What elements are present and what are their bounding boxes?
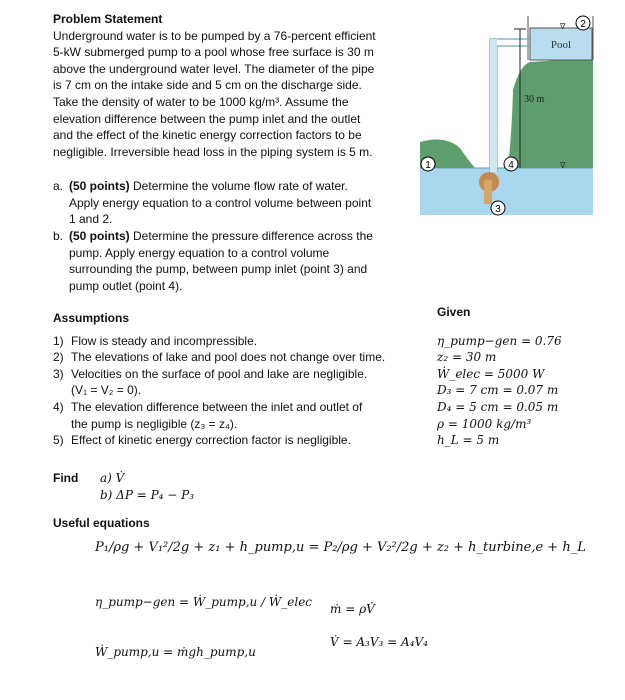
assumption-line: (V₁ = V₂ = 0).	[71, 383, 142, 398]
given-item: D₃ = 7 cm = 0.07 m	[437, 383, 559, 398]
problem-line: and the effect of the kinetic energy correction factors to be	[53, 128, 362, 143]
problem-line: Underground water is to be pumped by a 76-percent efficient	[53, 28, 376, 43]
given-item: z₂ = 30 m	[437, 350, 497, 365]
energy-equation: P₁/ρg + V₁²/2g + z₁ + h_pump,u = P₂/ρg + V₂²/2g + z₂ + h_turbine,e + h_L	[95, 540, 586, 555]
find-item: b) ΔP = P₄ − P₃	[100, 487, 195, 502]
question-b	[53, 228, 373, 294]
assumption-line: the pump is negligible (z₃ = z₄).	[71, 416, 238, 431]
assumption-line: The elevations of lake and pool does not change over time.	[71, 350, 386, 365]
pool-label: Pool	[550, 39, 572, 51]
question-marker: b.	[53, 229, 64, 243]
point-1-label: 1	[425, 160, 431, 171]
problem-line: elevation difference between the pump inlet and the outlet	[53, 111, 361, 126]
lake-water	[420, 168, 593, 215]
point-4-label: 4	[508, 160, 514, 171]
question-line: Determine the volume flow rate of water.	[133, 179, 348, 193]
problem-line: above the underground water level. The diameter of the pipe	[53, 61, 375, 76]
efficiency-equation: η_pump−gen = Ẇ_pump,u / Ẇ_elec	[95, 595, 313, 609]
given	[437, 304, 562, 449]
point-3-label: 3	[495, 204, 501, 215]
question-line: Apply energy equation to a control volume between point	[69, 195, 372, 210]
problem-line: is 7 cm on the intake side and 5 cm on the discharge side.	[53, 78, 362, 93]
problem-line: Take the density of water to be 1000 kg/m³. Assume the	[53, 94, 349, 109]
problem-statement	[53, 11, 376, 160]
pump-system-figure	[420, 0, 625, 230]
question-line: surrounding the pump, between pump inlet (point 3) and	[69, 262, 368, 277]
assumption-line: Flow is steady and incompressible.	[71, 333, 258, 348]
assumption-line: Effect of kinetic energy correction factor is negligible.	[71, 433, 351, 448]
given-item: ρ = 1000 kg/m³	[437, 416, 532, 431]
given-item: h_L = 5 m	[437, 433, 500, 448]
item-number: 2)	[53, 350, 64, 365]
assumptions-title: Assumptions	[53, 311, 130, 325]
height-label: 30 m	[524, 94, 545, 105]
cliff	[508, 58, 593, 168]
problem-title: Problem Statement	[53, 12, 163, 26]
volume-flow-equation: V̇ = A₃V₃ = A₄V₄	[330, 635, 428, 649]
given-item: D₄ = 5 cm = 0.05 m	[437, 399, 559, 414]
svg-text:∇: ∇	[560, 161, 566, 170]
point-2-label: 2	[580, 19, 586, 30]
question-line: pump. Apply energy equation to a control volume	[69, 245, 330, 260]
assumption-line: Velocities on the surface of pool and lake are negligible.	[71, 366, 368, 381]
item-number: 3)	[53, 366, 64, 381]
svg-text:∇: ∇	[560, 22, 566, 31]
question-line: pump outlet (point 4).	[69, 278, 183, 293]
item-number: 5)	[53, 433, 64, 448]
find	[53, 470, 194, 503]
question-points: (50 points)	[69, 179, 130, 193]
question-points: (50 points)	[69, 229, 130, 243]
assumption-line: The elevation difference between the inlet and outlet of	[71, 399, 363, 414]
given-item: Ẇ_elec = 5000 W	[437, 366, 545, 381]
mass-flow-equation: ṁ = ρV̇	[330, 602, 375, 616]
question-line: Determine the pressure difference across the	[133, 229, 373, 243]
given-title: Given	[437, 305, 471, 319]
pump-power-equation: Ẇ_pump,u = ṁgh_pump,u	[95, 645, 256, 659]
find-item: a) V̇	[100, 471, 125, 485]
item-number: 1)	[53, 333, 64, 348]
useful-equations-title: Useful equations	[53, 516, 150, 530]
problem-line: 5-kW submerged pump to a pool whose free surface is 30 m	[53, 45, 374, 60]
question-marker: a.	[53, 179, 64, 193]
item-number: 4)	[53, 399, 64, 414]
question-line: 1 and 2.	[69, 212, 113, 227]
find-title: Find	[53, 471, 79, 485]
assumptions	[53, 310, 385, 449]
question-a	[53, 178, 371, 228]
given-item: η_pump−gen = 0.76	[437, 333, 562, 348]
problem-line: negligible. Irreversible head loss in the piping system is 5 m.	[53, 144, 373, 159]
